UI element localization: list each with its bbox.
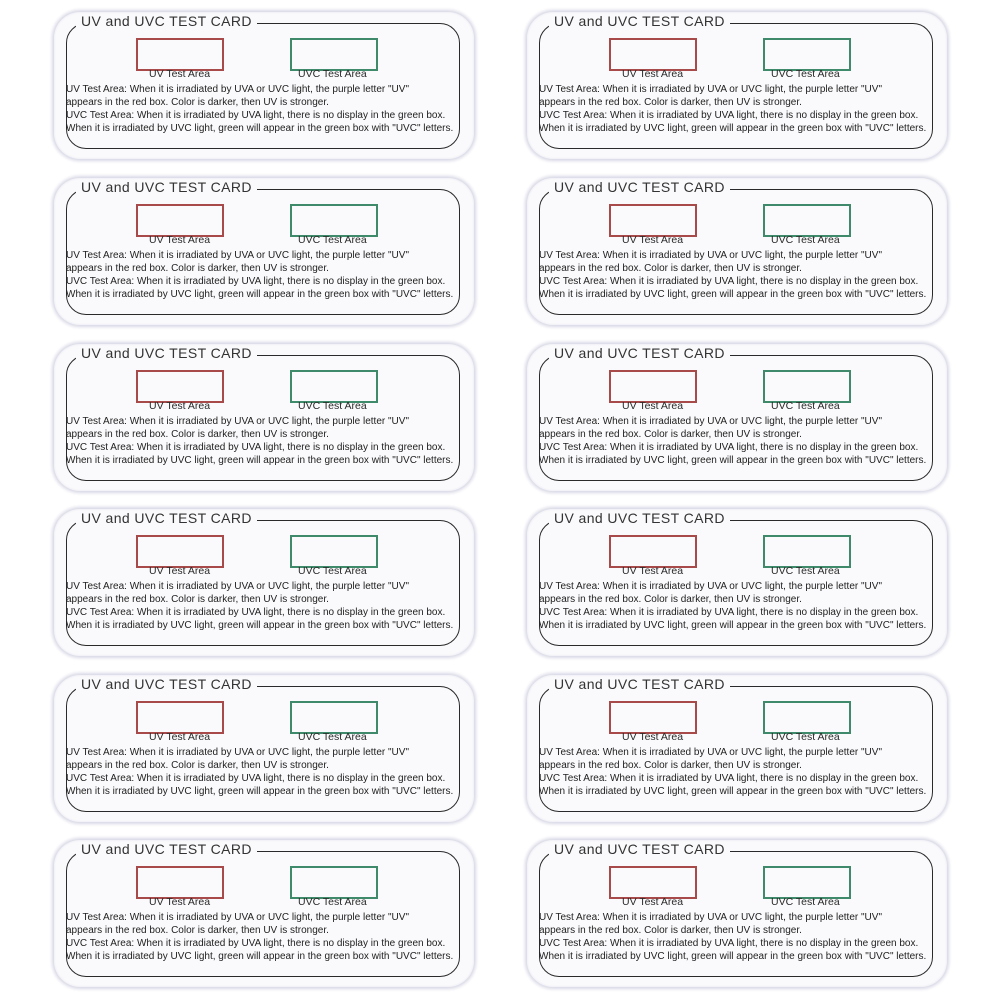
card-instructions — [66, 911, 458, 963]
instruction-line: UV Test Area: When it is irradiated by UVA or UVC light, the purple letter "UV" — [539, 912, 882, 923]
uv-test-area-label: UV Test Area — [149, 68, 211, 80]
instruction-line: UVC Test Area: When it is irradiated by UVA light, there is no display in the green box. — [539, 773, 919, 784]
instruction-line: When it is irradiated by UVC light, green will appear in the green box with "UVC" letters. — [66, 123, 454, 134]
card-instructions — [539, 580, 931, 632]
uv-test-area-label: UV Test Area — [622, 896, 684, 908]
instruction-line: When it is irradiated by UVC light, green will appear in the green box with "UVC" letters. — [539, 620, 927, 631]
uv-test-area-label: UV Test Area — [149, 731, 211, 743]
instruction-line: UV Test Area: When it is irradiated by UVA or UVC light, the purple letter "UV" — [539, 581, 882, 592]
instruction-line: UVC Test Area: When it is irradiated by UVA light, there is no display in the green box. — [539, 938, 919, 949]
uv-test-card-r3-right — [527, 344, 947, 491]
instruction-line: UV Test Area: When it is irradiated by UVA or UVC light, the purple letter "UV" — [539, 250, 882, 261]
card-title: UV and UVC TEST CARD — [549, 180, 730, 194]
instruction-line: When it is irradiated by UVC light, green will appear in the green box with "UVC" letters. — [539, 951, 927, 962]
card-title: UV and UVC TEST CARD — [549, 511, 730, 525]
instruction-line: When it is irradiated by UVC light, green will appear in the green box with "UVC" letters. — [539, 786, 927, 797]
card-instructions — [66, 746, 458, 798]
uvc-test-area-box — [763, 38, 851, 71]
uvc-test-area-label: UVC Test Area — [771, 234, 840, 246]
uv-test-area-label: UV Test Area — [622, 731, 684, 743]
card-title: UV and UVC TEST CARD — [76, 511, 257, 525]
instruction-line: UVC Test Area: When it is irradiated by UVA light, there is no display in the green box. — [66, 442, 446, 453]
uv-test-area-label: UV Test Area — [149, 234, 211, 246]
uvc-test-area-box — [290, 370, 378, 403]
uv-test-area-box — [136, 535, 224, 568]
instruction-line: UV Test Area: When it is irradiated by UVA or UVC light, the purple letter "UV" — [539, 747, 882, 758]
uv-test-area-label: UV Test Area — [622, 400, 684, 412]
instruction-line: UVC Test Area: When it is irradiated by UVA light, there is no display in the green box. — [66, 773, 446, 784]
card-instructions — [539, 415, 931, 467]
uv-test-card-r1-left — [54, 12, 474, 159]
instruction-line: UVC Test Area: When it is irradiated by UVA light, there is no display in the green box. — [539, 442, 919, 453]
uv-test-area-box — [609, 866, 697, 899]
uvc-test-area-label: UVC Test Area — [298, 731, 367, 743]
instruction-line: UV Test Area: When it is irradiated by UVA or UVC light, the purple letter "UV" — [66, 416, 409, 427]
card-instructions — [539, 746, 931, 798]
uvc-test-area-box — [290, 866, 378, 899]
uv-test-card-r2-right — [527, 178, 947, 325]
uv-test-area-box — [609, 701, 697, 734]
instruction-line: appears in the red box. Color is darker, then UV is stronger. — [66, 97, 329, 108]
card-instructions — [539, 249, 931, 301]
uvc-test-area-label: UVC Test Area — [298, 565, 367, 577]
uvc-test-area-label: UVC Test Area — [771, 896, 840, 908]
instruction-line: appears in the red box. Color is darker, then UV is stronger. — [539, 97, 802, 108]
uvc-test-area-label: UVC Test Area — [771, 731, 840, 743]
instruction-line: appears in the red box. Color is darker, then UV is stronger. — [66, 429, 329, 440]
card-title: UV and UVC TEST CARD — [76, 842, 257, 856]
instruction-line: appears in the red box. Color is darker, then UV is stronger. — [539, 263, 802, 274]
instruction-line: appears in the red box. Color is darker, then UV is stronger. — [539, 429, 802, 440]
card-instructions — [66, 415, 458, 467]
uv-test-card-r4-left — [54, 509, 474, 656]
instruction-line: appears in the red box. Color is darker, then UV is stronger. — [66, 760, 329, 771]
card-instructions — [539, 911, 931, 963]
card-title: UV and UVC TEST CARD — [76, 14, 257, 28]
uv-test-area-label: UV Test Area — [622, 565, 684, 577]
uv-test-area-box — [609, 38, 697, 71]
card-title: UV and UVC TEST CARD — [549, 677, 730, 691]
instruction-line: appears in the red box. Color is darker, then UV is stronger. — [539, 594, 802, 605]
uv-test-area-box — [609, 535, 697, 568]
card-instructions — [66, 83, 458, 135]
card-instructions — [66, 249, 458, 301]
instruction-line: appears in the red box. Color is darker, then UV is stronger. — [539, 760, 802, 771]
instruction-line: When it is irradiated by UVC light, green will appear in the green box with "UVC" letters. — [66, 620, 454, 631]
instruction-line: UV Test Area: When it is irradiated by UVA or UVC light, the purple letter "UV" — [66, 250, 409, 261]
uv-test-area-label: UV Test Area — [149, 896, 211, 908]
uv-test-card-r4-right — [527, 509, 947, 656]
instruction-line: UVC Test Area: When it is irradiated by UVA light, there is no display in the green box. — [66, 607, 446, 618]
uv-test-area-box — [136, 204, 224, 237]
uv-test-card-r3-left — [54, 344, 474, 491]
instruction-line: UV Test Area: When it is irradiated by UVA or UVC light, the purple letter "UV" — [66, 84, 409, 95]
uvc-test-area-label: UVC Test Area — [298, 896, 367, 908]
instruction-line: UVC Test Area: When it is irradiated by UVA light, there is no display in the green box. — [66, 276, 446, 287]
instruction-line: UVC Test Area: When it is irradiated by UVA light, there is no display in the green box. — [539, 607, 919, 618]
instruction-line: When it is irradiated by UVC light, green will appear in the green box with "UVC" letters. — [66, 289, 454, 300]
uvc-test-area-box — [763, 866, 851, 899]
instruction-line: UV Test Area: When it is irradiated by UVA or UVC light, the purple letter "UV" — [66, 581, 409, 592]
uvc-test-area-box — [763, 701, 851, 734]
card-title: UV and UVC TEST CARD — [76, 677, 257, 691]
uvc-test-area-label: UVC Test Area — [771, 68, 840, 80]
uv-test-area-box — [136, 701, 224, 734]
uv-test-card-r5-left — [54, 675, 474, 822]
instruction-line: When it is irradiated by UVC light, green will appear in the green box with "UVC" letters. — [66, 951, 454, 962]
uv-test-area-label: UV Test Area — [622, 234, 684, 246]
instruction-line: appears in the red box. Color is darker, then UV is stronger. — [539, 925, 802, 936]
instruction-line: UVC Test Area: When it is irradiated by UVA light, there is no display in the green box. — [66, 110, 446, 121]
uvc-test-area-label: UVC Test Area — [298, 400, 367, 412]
instruction-line: UV Test Area: When it is irradiated by UVA or UVC light, the purple letter "UV" — [66, 747, 409, 758]
instruction-line: UVC Test Area: When it is irradiated by UVA light, there is no display in the green box. — [539, 276, 919, 287]
card-title: UV and UVC TEST CARD — [76, 346, 257, 360]
uv-test-area-box — [609, 370, 697, 403]
uv-test-area-box — [136, 370, 224, 403]
uvc-test-area-box — [763, 370, 851, 403]
card-title: UV and UVC TEST CARD — [76, 180, 257, 194]
instruction-line: When it is irradiated by UVC light, green will appear in the green box with "UVC" letters. — [66, 786, 454, 797]
instruction-line: When it is irradiated by UVC light, green will appear in the green box with "UVC" letters. — [539, 289, 927, 300]
uv-test-area-box — [136, 866, 224, 899]
uvc-test-area-box — [290, 38, 378, 71]
instruction-line: UVC Test Area: When it is irradiated by UVA light, there is no display in the green box. — [539, 110, 919, 121]
instruction-line: When it is irradiated by UVC light, green will appear in the green box with "UVC" letters. — [539, 455, 927, 466]
uvc-test-area-label: UVC Test Area — [771, 400, 840, 412]
uvc-test-area-box — [290, 204, 378, 237]
card-instructions — [66, 580, 458, 632]
uv-test-area-label: UV Test Area — [149, 565, 211, 577]
uv-test-area-label: UV Test Area — [149, 400, 211, 412]
uv-test-card-r1-right — [527, 12, 947, 159]
instruction-line: When it is irradiated by UVC light, green will appear in the green box with "UVC" letters. — [66, 455, 454, 466]
uvc-test-area-box — [763, 535, 851, 568]
uvc-test-area-box — [290, 535, 378, 568]
instruction-line: When it is irradiated by UVC light, green will appear in the green box with "UVC" letters. — [539, 123, 927, 134]
card-title: UV and UVC TEST CARD — [549, 14, 730, 28]
instruction-line: UV Test Area: When it is irradiated by UVA or UVC light, the purple letter "UV" — [539, 416, 882, 427]
uv-test-area-label: UV Test Area — [622, 68, 684, 80]
uvc-test-area-box — [290, 701, 378, 734]
instruction-line: UVC Test Area: When it is irradiated by UVA light, there is no display in the green box. — [66, 938, 446, 949]
instruction-line: appears in the red box. Color is darker, then UV is stronger. — [66, 925, 329, 936]
uv-test-card-r6-right — [527, 840, 947, 987]
card-title: UV and UVC TEST CARD — [549, 346, 730, 360]
uv-test-card-r5-right — [527, 675, 947, 822]
uv-test-area-box — [609, 204, 697, 237]
card-title: UV and UVC TEST CARD — [549, 842, 730, 856]
uvc-test-area-box — [763, 204, 851, 237]
uvc-test-area-label: UVC Test Area — [771, 565, 840, 577]
uvc-test-area-label: UVC Test Area — [298, 234, 367, 246]
uv-test-area-box — [136, 38, 224, 71]
uv-test-card-r6-left — [54, 840, 474, 987]
instruction-line: UV Test Area: When it is irradiated by UVA or UVC light, the purple letter "UV" — [539, 84, 882, 95]
instruction-line: UV Test Area: When it is irradiated by UVA or UVC light, the purple letter "UV" — [66, 912, 409, 923]
uvc-test-area-label: UVC Test Area — [298, 68, 367, 80]
card-instructions — [539, 83, 931, 135]
instruction-line: appears in the red box. Color is darker, then UV is stronger. — [66, 594, 329, 605]
uv-test-card-r2-left — [54, 178, 474, 325]
instruction-line: appears in the red box. Color is darker, then UV is stronger. — [66, 263, 329, 274]
